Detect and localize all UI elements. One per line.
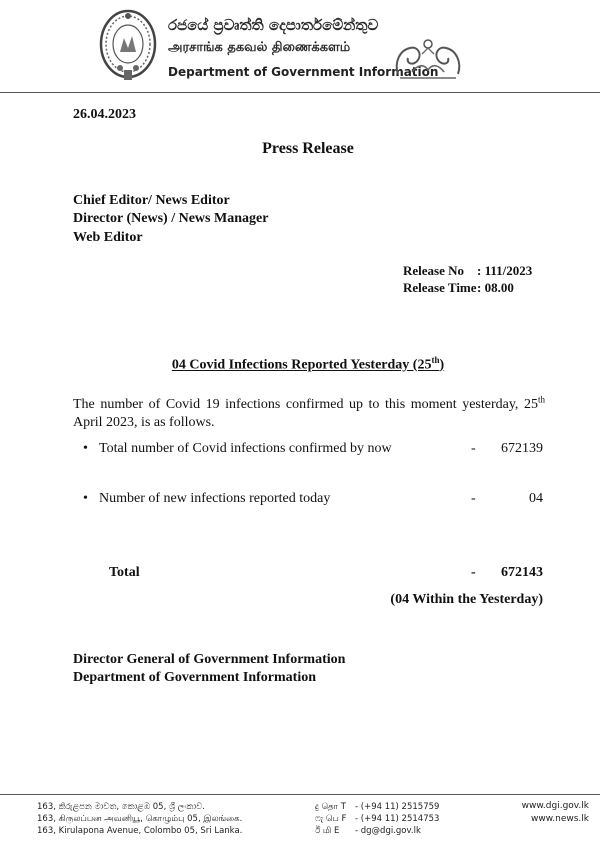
- footer-phone-label: දු தொ T: [315, 802, 346, 812]
- total-dash: -: [471, 565, 476, 580]
- bullet-icon: •: [83, 441, 88, 456]
- footer-phone: [315, 802, 439, 813]
- footer-address-line: 163, කිරුළපන මාවත, කොළඹ 05, ශ්‍රී ලංකාව.: [37, 802, 205, 812]
- addressee-line: Web Editor: [73, 230, 143, 245]
- release-number-value: : 111/2023: [477, 263, 533, 278]
- footer-address-line: 163, Kirulapona Avenue, Colombo 05, Sri Lanka.: [37, 826, 243, 836]
- footer-address-line: 163, கிருலப்பன அவனியூ, கொழும்பு 05, இலங்கை.: [37, 814, 243, 824]
- release-time-value: : 08.00: [477, 280, 514, 295]
- bullet-icon: •: [83, 491, 88, 506]
- footer-fax-value: - (+94 11) 2514753: [355, 814, 440, 824]
- list-item-dash: -: [471, 441, 476, 456]
- total-value: 672143: [501, 565, 543, 580]
- header-sinhala-title: රජයේ ප්‍රවෘත්ති දෙපාර්තමේන්තුව: [168, 16, 379, 34]
- addressee-line: Director (News) / News Manager: [73, 211, 269, 226]
- release-number: [403, 263, 532, 279]
- signature-line: Director General of Government Information: [73, 652, 346, 667]
- intro-text-part2: April 2023, is as follows.: [73, 415, 215, 430]
- total-label: Total: [109, 565, 140, 580]
- footer-email-value: - dg@dgi.gov.lk: [355, 826, 421, 836]
- list-item-value: 672139: [501, 441, 543, 456]
- footer-fax-label: ෆැ பெ F: [315, 814, 347, 824]
- list-item-value: 04: [529, 491, 543, 506]
- release-number-label: Release No: [403, 263, 465, 278]
- subject-superscript: th: [431, 355, 440, 365]
- footer-phone-value: - (+94 11) 2515759: [355, 802, 440, 812]
- footer-email-label: ඊ மி E: [315, 826, 340, 836]
- list-item-label: Number of new infections reported today: [99, 491, 331, 506]
- signature-line: Department of Government Information: [73, 670, 317, 685]
- subject-heading: [0, 355, 600, 374]
- list-item-dash: -: [471, 491, 476, 506]
- header-divider: [0, 92, 600, 93]
- release-time-label: Release Time: [403, 280, 477, 295]
- list-item-label: Total number of Covid infections confirmed by now: [99, 441, 392, 456]
- subject-close: ): [439, 357, 445, 373]
- footer-email: [315, 826, 421, 837]
- within-note: (04 Within the Yesterday): [390, 592, 543, 607]
- intro-superscript: th: [537, 394, 545, 405]
- page-title: Press Release: [262, 140, 354, 157]
- footer-divider: [0, 794, 600, 795]
- footer-website-link[interactable]: www.news.lk: [531, 814, 589, 824]
- swan-ornament-icon: [390, 34, 466, 84]
- release-time: [403, 280, 514, 296]
- intro-text-part1: The number of Covid 19 infections confirmed up to this moment yesterday, 25: [73, 397, 538, 412]
- header-tamil-title: அரசாங்க தகவல் திணைக்களம்: [168, 40, 351, 55]
- release-date: 26.04.2023: [73, 107, 136, 122]
- footer-website-link[interactable]: www.dgi.gov.lk: [521, 801, 589, 811]
- sri-lanka-emblem-icon: [98, 8, 158, 84]
- addressee-line: Chief Editor/ News Editor: [73, 193, 230, 208]
- header-english-title: Department of Government Information: [168, 65, 439, 79]
- intro-paragraph: [73, 396, 545, 432]
- subject-text: 04 Covid Infections Reported Yesterday (25: [171, 357, 432, 373]
- footer-fax: [315, 814, 439, 825]
